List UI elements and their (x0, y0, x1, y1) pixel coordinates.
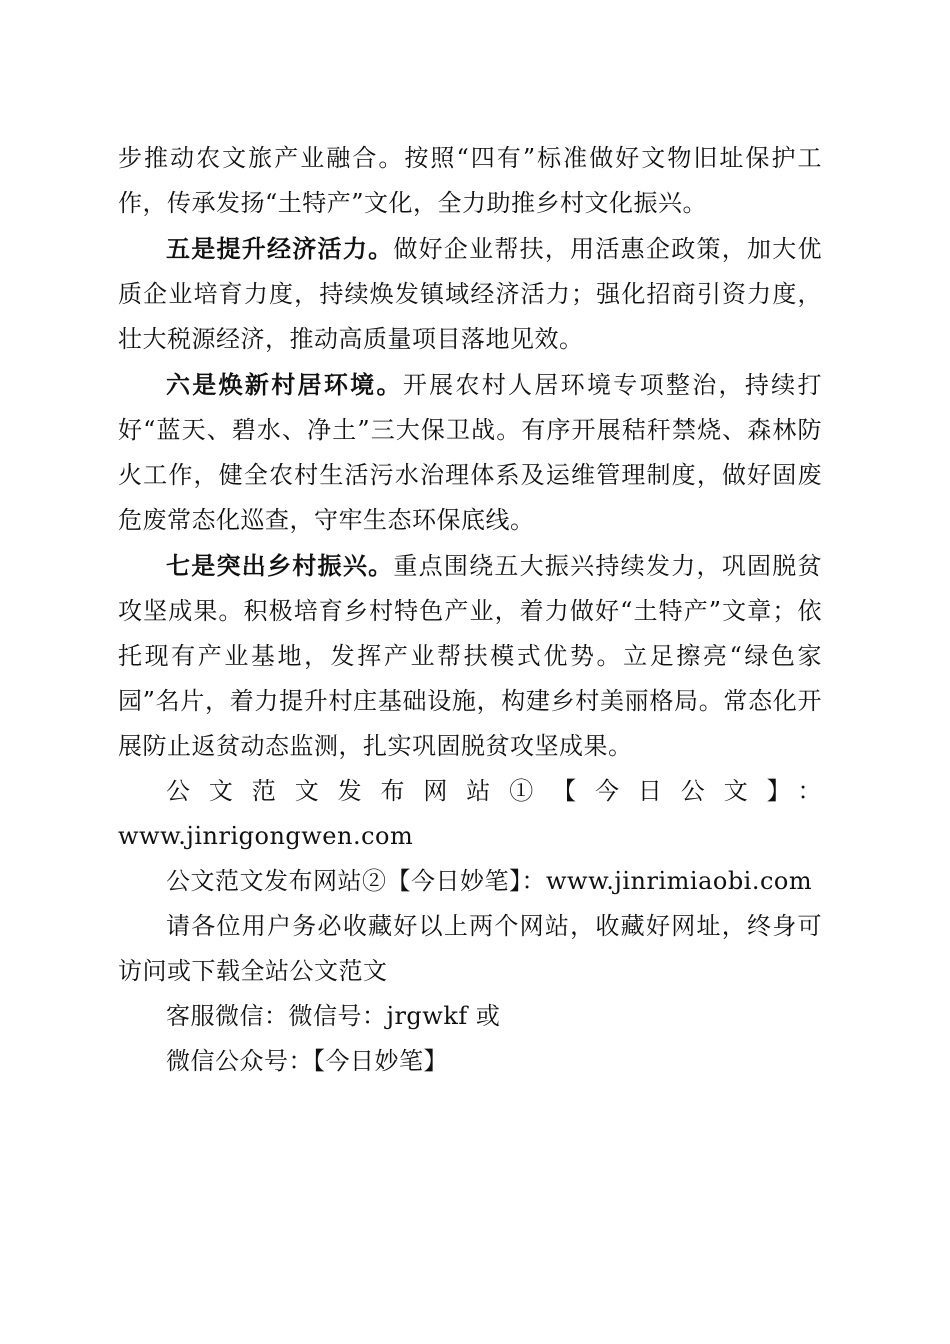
site2-line[interactable]: 公文范文发布网站②【今日妙笔】：www.jinrimiaobi.com (166, 867, 813, 895)
paragraph-heading: 五是提升经济活力。 (166, 234, 394, 263)
paragraph-continuation (118, 136, 822, 226)
site1-label: 公文范文发布网站①【今日公文】： (166, 777, 822, 805)
site1-url[interactable]: www.jinrigongwen.com (118, 822, 414, 850)
paragraph-text: 重点围绕五大振兴持续发力，巩固脱贫攻坚成果。积极培育乡村特色产业，着力做好“土特产”文章；依托现有产业基地，发挥产业帮扶模式优势。立足擦亮“绿色家园”名片，着力提升村庄基础设施，构建乡村美丽格局。常态化开展防止返贫动态监测，扎实巩固脱贫攻坚成果。 (118, 552, 823, 760)
notice-text: 请各位用户务必收藏好以上两个网站，收藏好网址，终身可访问或下载全站公文范文 (118, 912, 822, 985)
paragraph-rural-revitalization (118, 543, 822, 769)
official-account: 微信公众号：【今日妙笔】 (166, 1047, 448, 1075)
paragraph-text: 做好企业帮扶，用活惠企政策，加大优质企业培育力度，持续焕发镇域经济活力；强化招商引资力度，壮大税源经济，推动高质量项目落地见效。 (118, 235, 823, 353)
customer-service-wechat: 客服微信：微信号：jrgwkf 或 (166, 1002, 501, 1030)
paragraph-heading: 六是焕新村居环境。 (166, 370, 403, 399)
paragraph-environment (118, 362, 822, 543)
paragraph-heading: 七是突出乡村振兴。 (166, 551, 394, 580)
paragraph-text: 步推动农文旅产业融合。按照“四有”标准做好文物旧址保护工作，传承发扬“土特产”文化，全力助推乡村文化振兴。 (118, 144, 822, 217)
document-body (118, 136, 822, 1084)
paragraph-text: 开展农村人居环境专项整治，持续打好“蓝天、碧水、净土”三大保卫战。有序开展秸秆禁烧、森林防火工作，健全农村生活污水治理体系及运维管理制度，做好固废危废常态化巡查，守牢生态环保底线。 (118, 371, 822, 534)
paragraph-economy (118, 226, 822, 362)
